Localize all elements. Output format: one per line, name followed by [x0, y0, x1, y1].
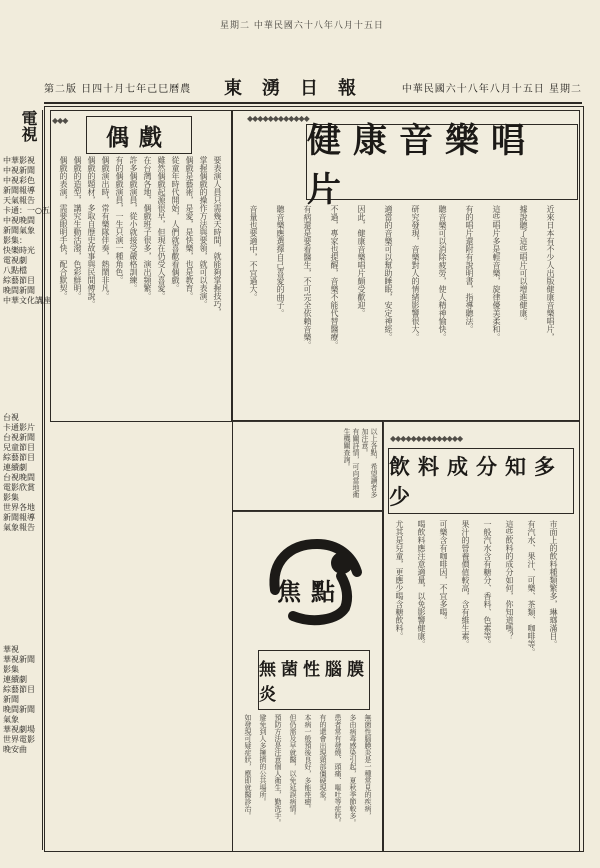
tv-bottom-item-7: 氣象 — [3, 715, 19, 724]
puppet-ornament: ◆◆◆ — [52, 116, 68, 125]
tv-top-item-14: 中華文化講座 — [3, 296, 51, 305]
music-column-6: 適當的音樂可以幫助睡眠，安定神經。 — [384, 205, 393, 341]
meningitis-column-0: 無菌性腦膜炎是一種常見的疾病， — [364, 714, 372, 819]
music-column-0: 近來日本有不少人出版健康音樂唱片， — [546, 205, 555, 341]
tv-middle-item-8: 影集 — [3, 493, 19, 502]
puppet-column-0: 要表演人員只需幾天時間，就能夠掌握技巧， — [213, 156, 222, 316]
puppet-column-10: 偶戲的造型，講究生動活潑，色彩鮮明。 — [73, 156, 82, 300]
tv-middle-item-6: 台視晚間 — [3, 473, 35, 482]
tv-list-middle — [3, 413, 39, 533]
drink-column-0: 市面上的飲料種類繁多，琳瑯滿目。 — [549, 520, 558, 648]
puppet-column-2: 偶戲是藝術，是愛，是快樂，也是教育。 — [185, 156, 194, 300]
drink-column-6: 喝飲料應注意適量，以免影響健康。 — [417, 520, 426, 648]
tv-middle-item-7: 電影欣賞 — [3, 483, 35, 492]
puppet-column-11: 偶戲的表演，需要眼明手快，配合默契。 — [59, 156, 68, 300]
divider-3 — [232, 110, 233, 850]
meningitis-column-5: 但仍需及早就醫，以免延誤病情。 — [289, 714, 297, 819]
tv-middle-item-0: 台視 — [3, 413, 19, 422]
tv-middle-item-4: 綜藝節目 — [3, 453, 35, 462]
tv-middle-item-5: 連續劇 — [3, 463, 27, 472]
tv-middle-item-10: 新聞報導 — [3, 513, 35, 522]
divider-2 — [232, 510, 382, 511]
meningitis-title: 無菌性腦膜炎 — [259, 660, 369, 705]
puppet-column-6: 許多偶戲演員，從小就接受嚴格訓練。 — [129, 156, 138, 292]
meningitis-column-4: 本病一般預後良好，多能痊癒。 — [304, 714, 312, 812]
right-masthead-text: 中華民國六十八年八月十五日 星期二 — [401, 84, 582, 95]
tv-top-item-10: 電視劇 — [3, 256, 27, 265]
tv-bottom-item-4: 綜藝節目 — [3, 685, 35, 694]
divider-1 — [232, 420, 578, 421]
music-title: 健康音樂唱片 — [307, 121, 537, 210]
tv-middle-item-11: 氣象報告 — [3, 523, 35, 532]
puppet-column-5: 在台灣各地，偶戲班子很多，演出頻繁。 — [143, 156, 152, 300]
tv-middle-item-3: 兒童節目 — [3, 443, 35, 452]
tv-top-item-9: 快樂時光 — [3, 246, 35, 255]
drink-column-4: 果汁的營養價值較高，含有維生素。 — [461, 520, 470, 648]
small-caption: 星期二 中華民國六十八年八月十五日 — [220, 21, 384, 31]
meningitis-column-8: 如發現可疑症狀，應即就醫診治。 — [244, 714, 252, 819]
tv-top-item-8: 影集： — [3, 236, 27, 245]
drink-column-5: 可樂含有咖啡因，不宜多喝。 — [439, 520, 448, 624]
tv-bottom-item-9: 世界電影 — [3, 735, 35, 744]
drink-column-7: 尤其是兒童，更應少喝含糖飲料。 — [395, 520, 404, 640]
drink-title-box — [388, 448, 574, 514]
music-column-11: 音量也要適中，不宜過大。 — [249, 205, 258, 301]
puppet-title: 偶戲 — [106, 123, 172, 151]
tv-bottom-item-0: 華視 — [3, 645, 19, 654]
drink-column-3: 一般汽水含有糖分、香料、色素等。 — [483, 520, 492, 648]
music-column-10: 聽音樂應選擇自己喜愛的曲子。 — [276, 205, 285, 317]
tv-top-item-7: 新聞氣象 — [3, 226, 35, 235]
puppet-column-8: 偶戲演出時，常有樂隊伴奏，熱鬧非凡。 — [101, 156, 110, 300]
music-column-7: 因此，健康音樂唱片頗受歡迎。 — [357, 205, 366, 317]
extra-column-1: 有關詳情，可向當地衛生機關查詢。 — [343, 428, 360, 498]
music-ornament: ◆◆◆◆◆◆◆◆◆◆◆◆ — [247, 114, 309, 123]
newspaper-title: 東湧日報 — [224, 78, 376, 99]
meningitis-title-box — [258, 650, 370, 710]
music-column-4: 聽音樂可以消除疲勞，使人精神愉快。 — [438, 205, 447, 341]
tv-bottom-item-6: 晚間新聞 — [3, 705, 35, 714]
puppet-column-9: 偶戲的題材，多取自歷史故事與民間傳說。 — [87, 156, 96, 308]
meningitis-column-7: 避免到人多擁擠的公共場所。 — [259, 714, 267, 805]
focus-logo — [255, 532, 367, 628]
tv-bottom-item-8: 華視劇場 — [3, 725, 35, 734]
tv-top-item-3: 新聞報導 — [3, 186, 35, 195]
extra-column-0: 以上各點，希望讀者多加注意。 — [361, 428, 378, 498]
tv-bottom-item-1: 華視新聞 — [3, 655, 35, 664]
focus-title: 焦點 — [277, 577, 345, 606]
puppet-column-3: 從童年時代開始，人們就喜歡看偶戲。 — [171, 156, 180, 292]
tv-bottom-item-2: 影集 — [3, 665, 19, 674]
tv-list-bottom — [3, 645, 39, 755]
tv-list-top — [3, 156, 51, 306]
tv-middle-item-9: 世界各地 — [3, 503, 35, 512]
music-column-2: 這些唱片多是輕音樂，旋律優美柔和。 — [492, 205, 501, 341]
tv-top-item-5: 卡通：一○五 — [3, 206, 50, 215]
puppet-column-1: 掌握偶戲的操作方法與要領，就可以表演。 — [199, 156, 208, 308]
tv-top-item-11: 八點檔 — [3, 266, 27, 275]
tv-top-item-2: 中視彩色 — [3, 176, 35, 185]
tv-top-item-4: 天氣報告 — [3, 196, 35, 205]
meningitis-column-1: 多由病毒感染引起，夏秋季節較多。 — [349, 714, 357, 826]
tv-bottom-item-5: 新聞 — [3, 695, 19, 704]
music-column-3: 有的唱片還附有說明書，指導聽法。 — [465, 205, 474, 333]
puppet-column-4: 雖然偶戲起源很早，但現在仍受人喜愛。 — [157, 156, 166, 300]
tv-top-item-6: 中視晚間 — [3, 216, 35, 225]
meningitis-column-3: 有的還會出現頸部僵硬現象。 — [319, 714, 327, 805]
drink-column-2: 這些飲料的成分如何，你知道嗎？ — [505, 520, 514, 640]
tv-top-item-12: 綜藝節目 — [3, 276, 35, 285]
left-column — [0, 110, 51, 850]
tv-middle-item-1: 卡通影片 — [3, 423, 35, 432]
drink-title: 飲料成分知多少 — [389, 454, 563, 509]
divider-4 — [382, 420, 383, 850]
tv-bottom-item-3: 連續劇 — [3, 675, 27, 684]
tv-heading: 電視 — [19, 110, 38, 142]
music-column-9: 有病還是要看醫生，不可完全依賴音樂。 — [303, 205, 312, 349]
masthead — [44, 72, 582, 104]
drink-ornament: ◆◆◆◆◆◆◆◆◆◆◆◆◆◆ — [390, 434, 463, 443]
tv-bottom-item-10: 晚安曲 — [3, 745, 27, 754]
music-column-8: 不過，專家也提醒，音樂不能代替醫療。 — [330, 205, 339, 349]
drink-column-1: 有汽水、果汁、可樂、茶類、咖啡等。 — [527, 520, 536, 656]
meningitis-column-2: 患者常有發燒、頭痛、嘔吐等症狀。 — [334, 714, 342, 826]
tv-middle-item-2: 台視新聞 — [3, 433, 35, 442]
puppet-title-box — [86, 116, 192, 154]
music-title-box — [306, 121, 578, 210]
tv-top-item-13: 晚間新聞 — [3, 286, 35, 295]
tv-top-item-1: 中視新聞 — [3, 166, 35, 175]
music-column-5: 研究發現，音樂對人的情緒影響很大。 — [411, 205, 420, 341]
meningitis-column-6: 預防方法是注意個人衛生，勤洗手。 — [274, 714, 282, 826]
music-column-1: 據說聽了這些唱片可以增進健康。 — [519, 205, 528, 325]
puppet-column-7: 有的偶戲演員，一生只演一種角色。 — [115, 156, 124, 284]
tv-top-item-0: 中華影視 — [3, 156, 35, 165]
left-masthead-text: 第二版 日四十月七年己巳曆農 — [44, 84, 192, 95]
